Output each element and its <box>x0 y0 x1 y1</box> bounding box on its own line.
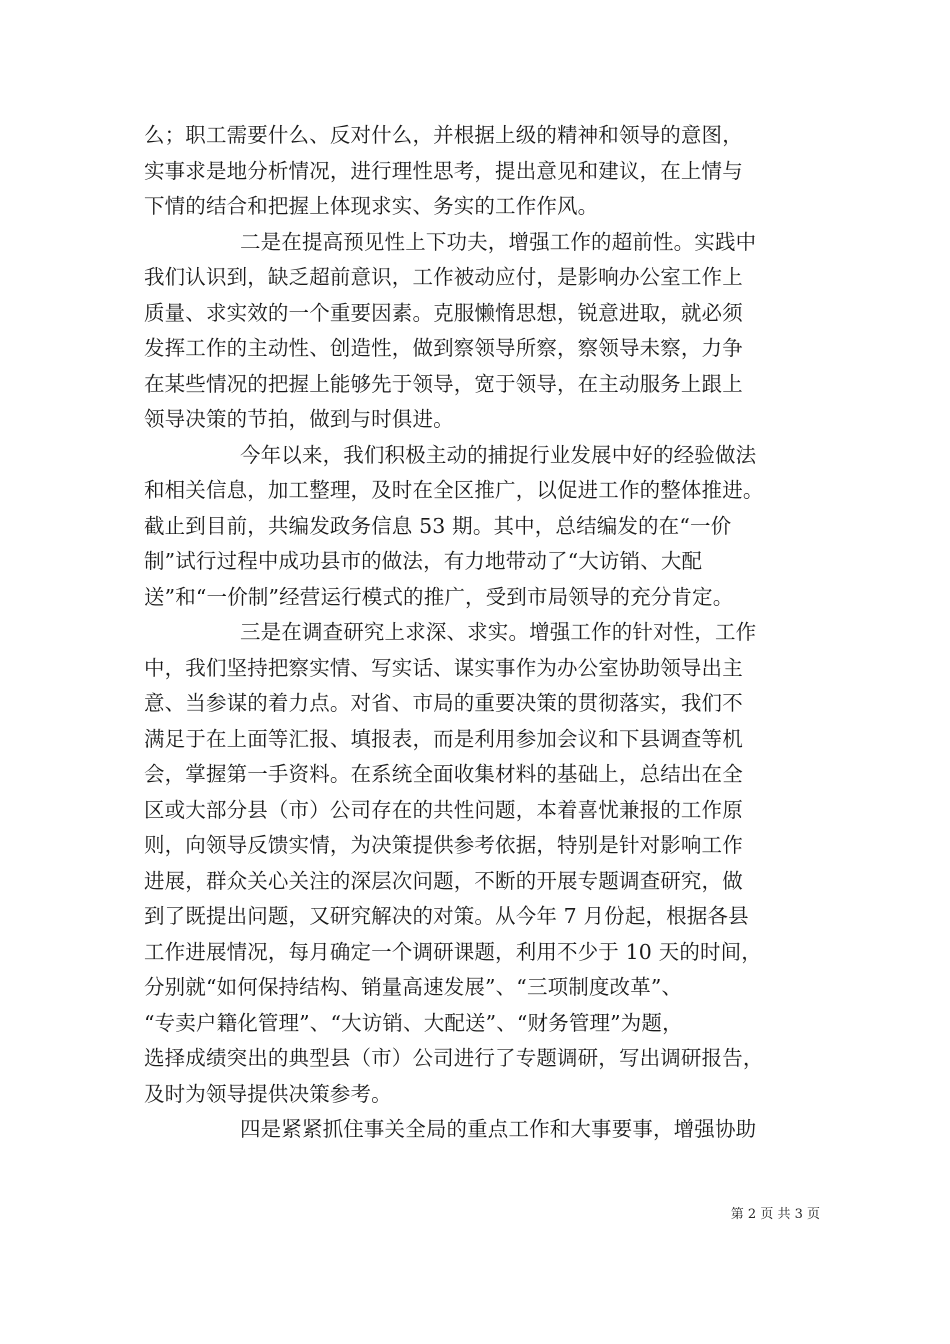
text-line: 会，掌握第一手资料。在系统全面收集材料的基础上，总结出在全 <box>144 762 743 786</box>
text-line: 意、当参谋的着力点。对省、市局的重要决策的贯彻落实，我们不 <box>144 691 743 715</box>
text-line: 区或大部分县（市）公司存在的共性问题，本着喜忧兼报的工作原 <box>144 797 743 822</box>
text-line: 及时为领导提供决策参考。 <box>144 1081 392 1106</box>
text-line: 今年以来，我们积极主动的捕捉行业发展中好的经验做法 <box>240 442 757 467</box>
text-line: 工作进展情况，每月确定一个调研课题，利用不少于 10 天的时间， <box>144 939 762 964</box>
text-line: 中，我们坚持把察实情、写实话、谋实事作为办公室协助领导出主 <box>144 655 743 680</box>
text-line: 领导决策的节拍，做到与时俱进。 <box>144 407 454 431</box>
text-line: 分别就“如何保持结构、销量高速发展”、“三项制度改革”、 <box>144 975 683 999</box>
document-body <box>144 118 824 1148</box>
text-line: 制”试行过程中成功县市的做法，有力地带动了“大访销、大配 <box>144 549 703 573</box>
text-line: 二是在提高预见性上下功夫，增强工作的超前性。实践中 <box>240 229 757 254</box>
text-line: 我们认识到，缺乏超前意识，工作被动应付，是影响办公室工作上 <box>144 265 743 289</box>
text-line: 进展，群众关心关注的深层次问题，不断的开展专题调查研究，做 <box>144 868 743 893</box>
text-line: 么；职工需要什么、反对什么，并根据上级的精神和领导的意图， <box>144 123 743 147</box>
text-line: 发挥工作的主动性、创造性，做到察领导所察，察领导未察，力争 <box>144 336 743 360</box>
text-line: 四是紧紧抓住事关全局的重点工作和大事要事，增强协助 <box>240 1117 757 1141</box>
page-number-footer: 第 2 页 共 3 页 <box>730 1207 820 1222</box>
text-line: 下情的结合和把握上体现求实、务实的工作作风。 <box>144 194 599 218</box>
text-line: 实事求是地分析情况，进行理性思考，提出意见和建议，在上情与 <box>144 158 743 183</box>
text-line: 则，向领导反馈实情，为决策提供参考依据，特别是针对影响工作 <box>144 833 743 857</box>
text-line: “专卖户籍化管理”、“大访销、大配送”、“财务管理”为题， <box>144 1010 683 1035</box>
text-line: 送”和“一价制”经营运行模式的推广，受到市局领导的充分肯定。 <box>144 584 734 609</box>
text-line: 质量、求实效的一个重要因素。克服懒惰思想，锐意进取，就必须 <box>144 300 743 325</box>
text-line: 和相关信息，加工整理，及时在全区推广，以促进工作的整体推进。 <box>144 478 764 502</box>
text-line: 到了既提出问题，又研究解决的对策。从今年 7 月份起，根据各县 <box>144 904 749 928</box>
text-line: 选择成绩突出的典型县（市）公司进行了专题调研，写出调研报告， <box>144 1046 764 1070</box>
text-line: 在某些情况的把握上能够先于领导，宽于领导，在主动服务上跟上 <box>144 371 743 396</box>
text-line: 三是在调查研究上求深、求实。增强工作的针对性，工作 <box>240 620 757 644</box>
text-line: 截止到目前，共编发政务信息 53 期。其中，总结编发的在“一价 <box>144 513 732 538</box>
text-line: 满足于在上面等汇报、填报表，而是利用参加会议和下县调查等机 <box>144 726 743 751</box>
